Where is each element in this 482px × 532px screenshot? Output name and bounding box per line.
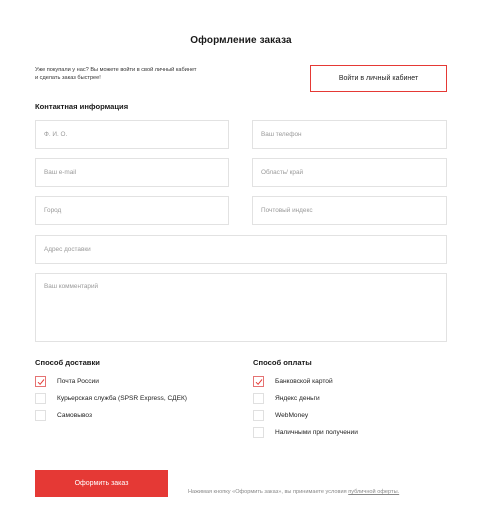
payment-option-yandex[interactable] [253,392,358,404]
contact-info-heading: Контактная информация [35,102,129,111]
phone-input[interactable] [252,120,447,149]
delivery-option-label: Самовывоз [57,411,92,419]
delivery-checkbox-pickup[interactable] [35,410,46,421]
check-icon [37,378,45,386]
region-input[interactable] [252,158,447,187]
email-input[interactable] [35,158,229,187]
delivery-method-heading: Способ доставки [35,358,100,367]
delivery-option-post[interactable] [35,375,187,387]
login-hint-line-1: Уже покупали у нас? Вы можете войти в свой личный кабинет [35,67,197,73]
place-order-button[interactable]: Оформить заказ [35,470,168,497]
payment-checkbox-yandex[interactable] [253,393,264,404]
page-title: Оформление заказа [190,35,292,46]
payment-option-webmoney[interactable] [253,409,358,421]
delivery-option-label: Курьерская служба (SPSR Express, СДЕК) [57,394,188,402]
payment-checkbox-cash[interactable] [253,427,264,438]
payment-option-label: Банковской картой [275,377,333,385]
payment-option-cash[interactable] [253,426,358,438]
delivery-options [35,375,187,426]
delivery-option-label: Почта России [57,377,99,385]
consent-text-body: Нажимая кнопку «Оформить заказ», вы принимаете условия [188,489,349,495]
postal-code-input[interactable] [252,196,447,225]
delivery-option-courier[interactable] [35,392,187,404]
login-hint [35,67,250,82]
city-input[interactable] [35,196,229,225]
payment-options [253,375,358,443]
payment-checkbox-webmoney[interactable] [253,410,264,421]
public-offer-link[interactable]: публичной оферты. [348,489,400,495]
login-hint-line-2: и сделать заказ быстрее! [35,74,101,81]
delivery-address-input[interactable] [35,235,447,264]
payment-option-label: WebMoney [275,411,309,419]
comment-textarea[interactable] [35,273,447,342]
delivery-checkbox-post[interactable] [35,376,46,387]
delivery-checkbox-courier[interactable] [35,393,46,404]
delivery-option-pickup[interactable] [35,409,187,421]
consent-text [188,489,399,495]
payment-option-label: Наличными при получении [275,428,358,436]
check-icon [255,378,263,386]
full-name-input[interactable] [35,120,229,149]
payment-option-label: Яндекс деньги [275,394,320,402]
payment-checkbox-card[interactable] [253,376,264,387]
login-button[interactable]: Войти в личный кабинет [310,65,447,92]
payment-method-heading: Способ оплаты [253,358,312,367]
payment-option-card[interactable] [253,375,358,387]
